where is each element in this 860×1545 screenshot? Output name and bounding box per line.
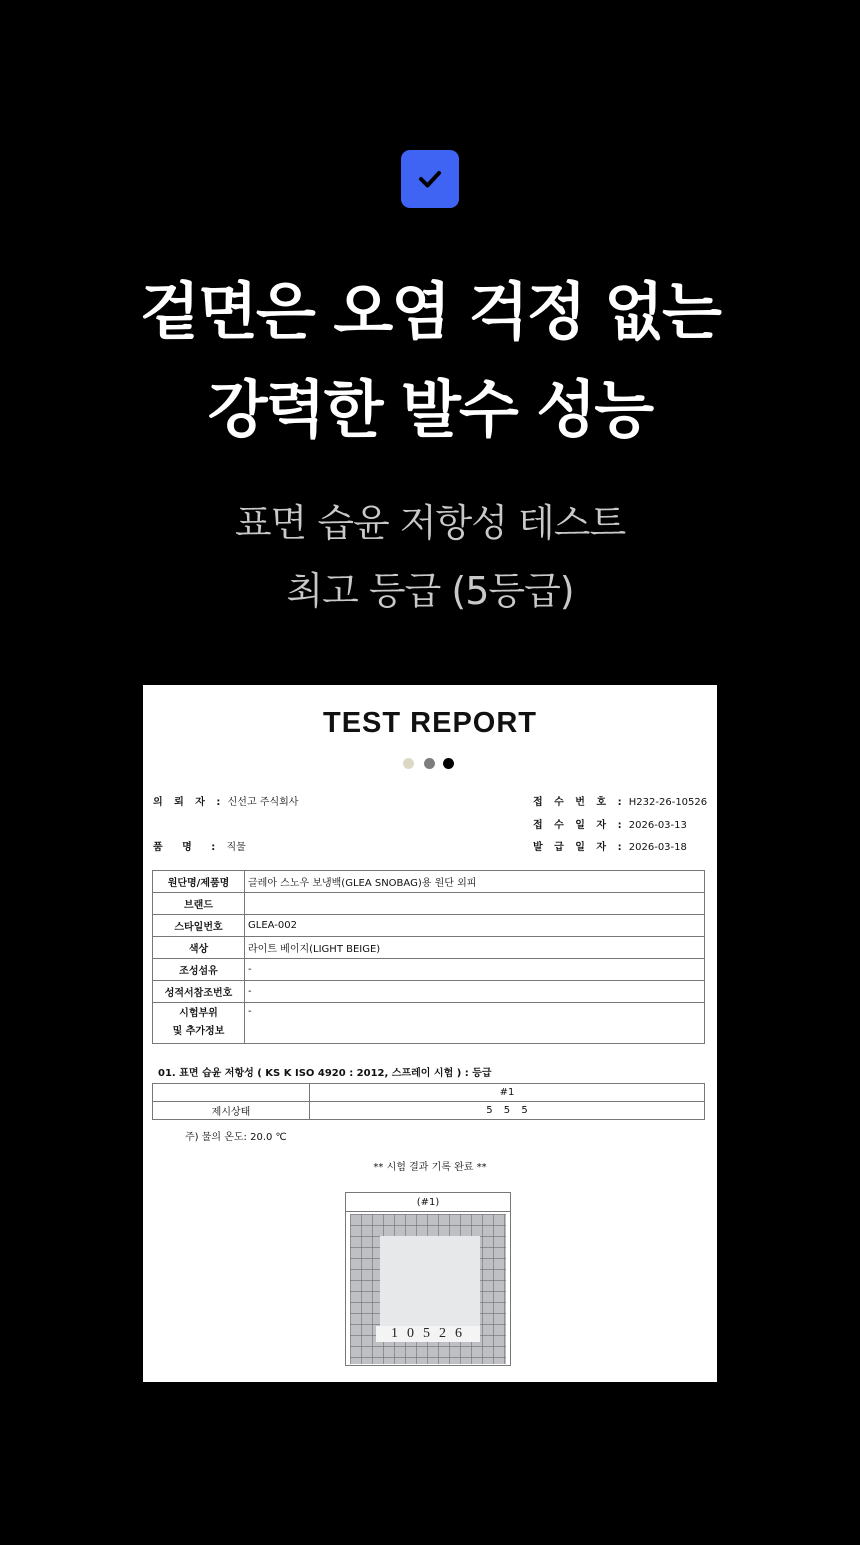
row-key: 브랜드	[153, 893, 245, 915]
receipt-number-info	[533, 793, 707, 808]
water-temperature-note: 주) 물의 온도: 20.0 ℃	[185, 1132, 287, 1143]
table-row	[153, 981, 705, 1003]
check-badge	[401, 150, 459, 208]
item-value: 직물	[226, 842, 246, 853]
client-value: 신선고 주식회사	[227, 797, 299, 808]
gray-color-dot	[424, 758, 435, 769]
receipt-date-value: 2026-03-13	[628, 820, 687, 831]
row-value	[245, 893, 705, 915]
row-key: 원단명/제품명	[153, 871, 245, 893]
client-label: 의 뢰 자 :	[153, 797, 225, 808]
subtitle-line-1: 표면 습윤 저항성 테스트	[234, 501, 626, 545]
row-key: 스타일번호	[153, 915, 245, 937]
grade-row	[153, 1102, 705, 1120]
row-key-line-1: 시험부위	[179, 1008, 218, 1019]
sample-photo	[345, 1192, 511, 1366]
issue-date-value: 2026-03-18	[628, 842, 687, 853]
report-title: TEST REPORT	[322, 707, 537, 739]
sample-number-tiles: 10526	[376, 1326, 480, 1342]
product-info-table	[152, 870, 705, 1044]
headline-line-2: 강력한 발수 성능	[207, 373, 653, 446]
table-row	[153, 871, 705, 893]
row-value: -	[245, 1003, 705, 1044]
row-key-line-2: 및 추가정보	[172, 1026, 225, 1037]
table-row	[153, 1003, 705, 1044]
row-value: 라이트 베이지(LIGHT BEIGE)	[245, 937, 705, 959]
grade-table	[152, 1083, 705, 1120]
grade-header: #1	[310, 1084, 705, 1102]
photo-caption: (#1)	[346, 1193, 510, 1212]
row-value: -	[245, 959, 705, 981]
row-key: 색상	[153, 937, 245, 959]
table-row	[153, 937, 705, 959]
black-color-dot	[443, 758, 454, 769]
receipt-number-value: H232-26-10526	[628, 797, 708, 808]
row-value: GLEA-002	[245, 915, 705, 937]
row-value: -	[245, 981, 705, 1003]
section-title: 01. 표면 습윤 저항성 ( KS K ISO 4920 : 2012, 스프레이 시험 ) : 등급	[158, 1068, 492, 1079]
grade-values: 5 5 5	[310, 1102, 705, 1120]
row-value: 글레아 스노우 보냉백(GLEA SNOBAG)용 원단 외피	[245, 871, 705, 893]
row-key	[153, 1003, 245, 1044]
subtitle-line-2: 최고 등급 (5등급)	[286, 569, 574, 613]
check-icon	[418, 167, 442, 191]
issue-date-info	[533, 838, 687, 853]
row-key: 성적서참조번호	[153, 981, 245, 1003]
grade-label: 제시상태	[153, 1102, 310, 1120]
test-report-document	[143, 685, 717, 1382]
table-row	[153, 959, 705, 981]
completion-note: ** 시험 결과 기록 완료 **	[373, 1162, 487, 1173]
grade-header-empty	[153, 1084, 310, 1102]
issue-date-label: 발 급 일 자 :	[533, 842, 626, 853]
table-row	[153, 915, 705, 937]
item-info	[153, 838, 246, 853]
item-label: 품 명 :	[153, 842, 224, 853]
receipt-date-label: 접 수 일 자 :	[533, 820, 626, 831]
receipt-number-label: 접 수 번 호 :	[533, 797, 626, 808]
grade-header-row	[153, 1084, 705, 1102]
row-key: 조성섬유	[153, 959, 245, 981]
headline-line-1: 겉면은 오염 걱정 없는	[140, 275, 720, 348]
table-row	[153, 893, 705, 915]
receipt-date-info	[533, 816, 687, 831]
beige-color-dot	[403, 758, 414, 769]
client-info	[153, 793, 298, 808]
